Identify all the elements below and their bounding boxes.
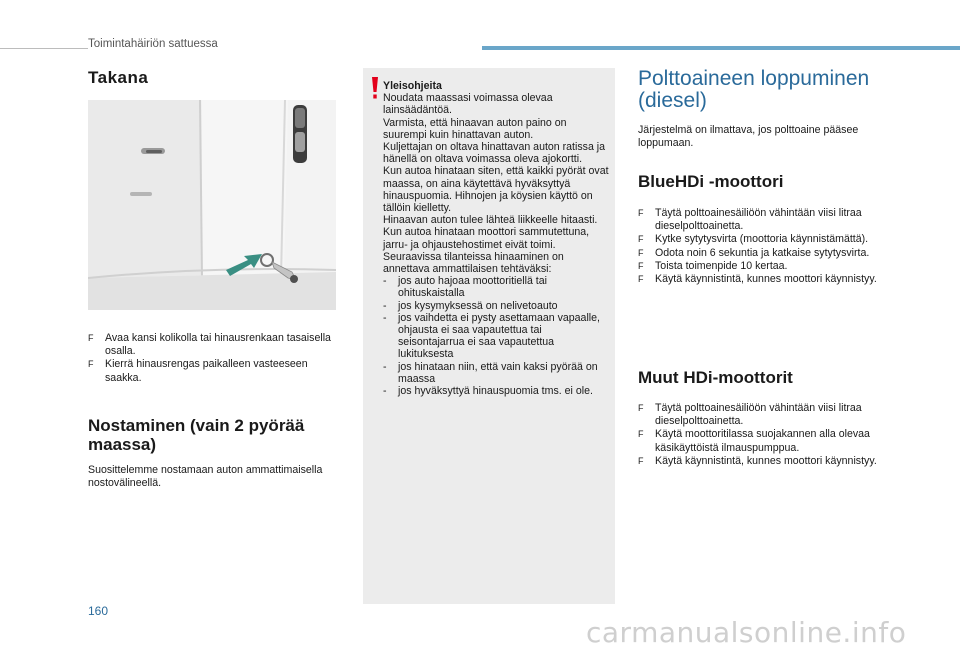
professional-towing-cases [383,275,611,397]
other-hdi-steps [638,402,898,468]
warning-paragraph: Seuraavissa tilanteissa hinaaminen on annettava ammattilaisen tehtäväksi: [383,250,564,276]
bullet-icon: F [638,274,644,285]
heading-takana: Takana [88,68,149,87]
list-item: - jos hinataan niin, että vain kaksi pyörää on maassa [383,360,598,385]
bullet-icon: F [638,234,644,245]
list-item: F Kytke sytytysvirta (moottoria käynnistämättä). [638,233,869,246]
list-item: - jos kysymyksessä on nelivetoauto [383,299,558,312]
list-item: F Täytä polttoainesäiliöön vähintään viisi litraa dieselpolttoainetta. [638,207,862,233]
warning-paragraph: Varmista, että hinaavan auton paino on suurempi kuin hinattavan auton. [383,116,567,141]
general-instructions-text [383,80,611,397]
bullet-icon: F [638,403,644,413]
list-item: F Toista toimenpide 10 kertaa. [638,259,788,272]
list-item: - jos hyväksyttyä hinauspuomia tms. ei ole. [383,385,593,398]
general-instructions-box [363,68,615,604]
bullet-icon: F [638,208,644,218]
warning-paragraph: Kun autoa hinataan moottori sammutettuna, jarru- ja ohjaustehostimet eivät toimi. [383,226,590,251]
header-rule [0,48,88,49]
warning-paragraph: Kuljettajan on oltava hinattavan auton ratissa ja hänellä on oltava voimassa oleva ajokortti. [383,141,606,166]
bullet-icon: F [638,455,644,466]
bluehdi-steps [638,207,898,286]
list-item: F Odota noin 6 sekuntia ja katkaise sytytysvirta. [638,246,870,259]
bullet-icon: F [638,247,644,258]
heading-lifting: Nostaminen (vain 2 pyörää maassa) [88,416,305,454]
warning-title: Yleisohjeita [383,80,442,92]
heading-other-hdi: Muut HDi-moottorit [638,368,793,387]
list-item: - jos auto hajoaa moottoritiellä tai ohituskaistalla [383,275,547,300]
lifting-text: Suosittelemme nostamaan auton ammattimaisella nostovälineellä. [88,464,323,490]
bullet-icon: F [88,359,94,370]
section-title: Toimintahäiriön sattuessa [88,38,218,50]
warning-exclamation-icon [371,76,379,100]
towing-eye-steps [88,332,343,385]
watermark: carmanualsonline.info [586,616,907,649]
page-number: 160 [88,604,109,618]
warning-paragraph: Noudata maassasi voimassa olevaa lainsäädäntöä. [383,92,553,117]
header-accent-bar [482,46,960,50]
warning-paragraph: Kun autoa hinataan siten, että kaikki pyörät ovat maassa, on aina käytettävä hyväksyttyä hinauspuomia. Hihnojen ja köysien käyttö on tällöin kielletty. [383,165,609,215]
rear-towing-eye-photo [88,100,336,310]
heading-bluehdi: BlueHDi -moottori [638,172,784,191]
list-item: - jos vaihdetta ei pysty asettamaan vapaalle, ohjausta ei saa vapautettua tai seisontajarrua ei saa vapautettua lukituksesta [383,311,600,361]
list-item: F Käytä käynnistintä, kunnes moottori käynnistyy. [638,273,877,286]
heading-fuel-running-out: Polttoaineen loppuminen (diesel) [638,67,870,112]
list-item: F Avaa kansi kolikolla tai hinausrenkaan tasaisella osalla. [88,332,331,358]
list-item: F Täytä polttoainesäiliöön vähintään viisi litraa dieselpolttoainetta. [638,402,862,428]
warning-paragraph: Hinaavan auton tulee lähteä liikkeelle hitaasti. [383,214,598,227]
list-item: F Käytä moottoritilassa suojakannen alla olevaa käsikäyttöistä ilmauspumppua. [638,428,870,454]
list-item: F Kierrä hinausrengas paikalleen vasteeseen saakka. [88,358,308,384]
bullet-icon: F [638,429,644,440]
fuel-intro-text: Järjestelmä on ilmattava, jos polttoaine pääsee loppumaan. [638,124,859,150]
list-item: F Käytä käynnistintä, kunnes moottori käynnistyy. [638,454,877,467]
bullet-icon: F [638,260,644,271]
bullet-icon: F [88,333,94,343]
